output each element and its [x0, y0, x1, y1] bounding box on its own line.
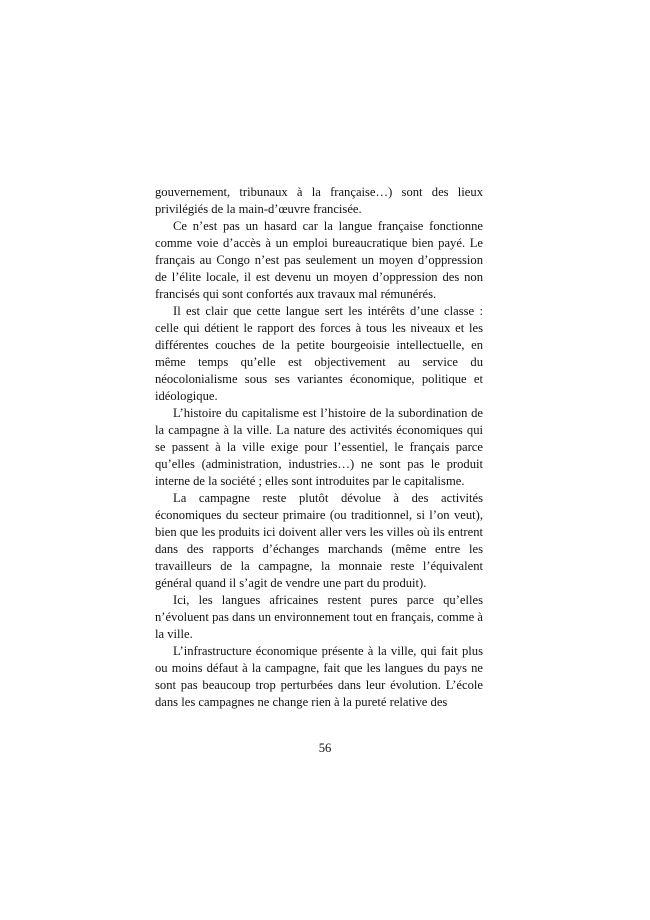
paragraph-2: Ce n’est pas un hasard car la langue française fonctionne comme voie d’accès à un emploi bureaucratique bien payé. Le français au Congo n’est pas seulement un moyen d’oppression de l’élite locale, il est devenu un moyen d’oppression des non francisés qui sont confortés aux travaux mal rémunérés.	[155, 219, 483, 301]
paragraph-1: gouvernement, tribunaux à la française…) sont des lieux privilégiés de la main-d’œuvre francisée.	[155, 185, 483, 216]
body-text	[155, 184, 483, 711]
paragraph-6: Ici, les langues africaines restent pures parce qu’elles n’évoluent pas dans un environnement tout en français, comme à la ville.	[155, 593, 483, 641]
page-number: 56	[318, 741, 332, 755]
paragraph-5: La campagne reste plutôt dévolue à des activités économiques du secteur primaire (ou traditionnel, si l’on veut), bien que les produits ici doivent aller vers les villes où ils entrent dans des rapports d’échanges marchands (même entre les travailleurs de la campagne, la monnaie reste l’équivalent général quand il s’agit de vendre une part du produit).	[155, 491, 483, 590]
paragraph-3: Il est clair que cette langue sert les intérêts d’une classe : celle qui détient le rapport des forces à tous les niveaux et les différentes couches de la petite bourgeoisie intellectuelle, en même temps qu’elle est objectivement au service du néocolonialisme sous ses variantes économique, politique et idéologique.	[155, 304, 483, 403]
paragraph-4: L’histoire du capitalisme est l’histoire de la subordination de la campagne à la ville. La nature des activités économiques qui se passent à la ville exige pour l’essentiel, le français parce qu’elles (administration, industries…) ne sont pas le produit interne de la société ; elles sont introduites par le capitalisme.	[155, 406, 483, 488]
paragraph-7: L’infrastructure économique présente à la ville, qui fait plus ou moins défaut à la campagne, fait que les langues du pays ne sont pas beaucoup trop perturbées dans leur évolution. L’école dans les campagnes ne change rien à la pureté relative des	[155, 644, 483, 709]
